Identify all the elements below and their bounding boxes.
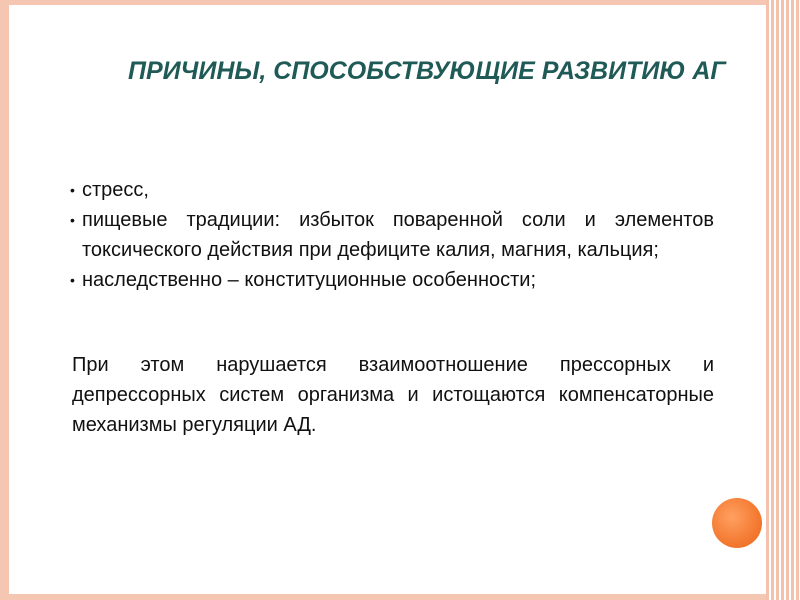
bullet-text: пищевые традиции: избыток поваренной соли и элементов токсического действия при дефиците калия, магния, кальция; [82,209,714,261]
border-bottom [0,594,800,600]
bullet-dot-icon: • [70,182,75,198]
bullet-list [72,175,714,295]
orange-circle-decoration [712,498,762,548]
body-paragraph: При этом нарушается взаимоотношение прессорных и депрессорных систем организма и истощаются компенсаторные механизмы регуляции АД. [72,354,714,436]
bullet-text: стресс, [82,179,149,201]
list-item [72,205,714,265]
border-top [0,0,800,5]
bullet-dot-icon: • [70,272,75,288]
list-item [72,265,714,295]
border-left [0,0,9,600]
bullet-dot-icon: • [70,212,75,228]
slide-title: ПРИЧИНЫ, СПОСОБСТВУЮЩИЕ РАЗВИТИЮ АГ [128,57,726,85]
list-item [72,175,714,205]
border-right-stripes [766,0,800,600]
bullet-text: наследственно – конституционные особенности; [82,269,537,291]
